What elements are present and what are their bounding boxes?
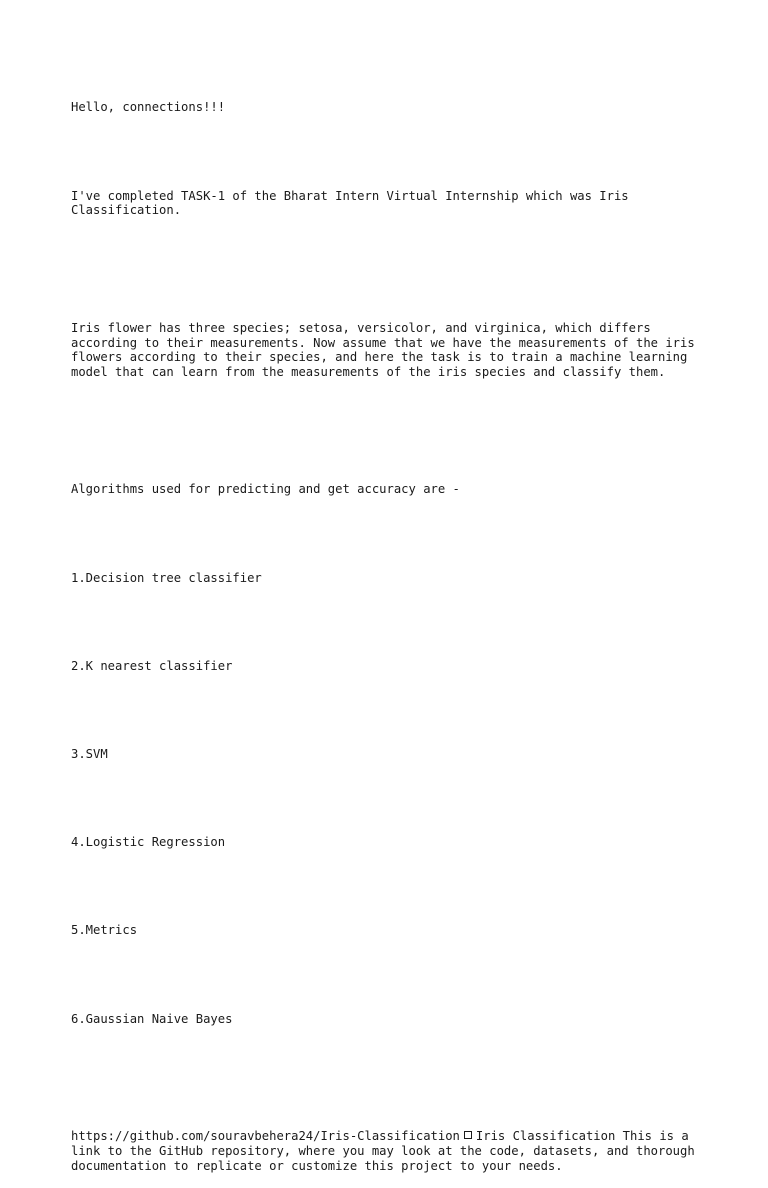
- algorithm-item: 5.Metrics: [71, 923, 138, 938]
- algorithm-item: 4.Logistic Regression: [71, 835, 226, 850]
- link-paragraph: [71, 1129, 705, 1173]
- intro-paragraph: I've completed TASK-1 of the Bharat Intern Virtual Internship which was Iris Classification.: [71, 188, 636, 218]
- spacer: [71, 615, 705, 630]
- spacer: [71, 145, 705, 160]
- spacer: [71, 968, 705, 983]
- github-link[interactable]: https://github.com/souravbehera24/Iris-Classification: [71, 1129, 460, 1144]
- algorithm-item: 6.Gaussian Naive Bayes: [71, 1011, 233, 1026]
- algorithms-heading: Algorithms used for predicting and get accuracy are -: [71, 482, 460, 497]
- spacer: [71, 247, 705, 291]
- description-paragraph: Iris flower has three species; setosa, versicolor, and virginica, which differs according to their measurements. Now assume that we have the measurements of the iris flowers according to their species, and here the task is to train a machine learning model that can learn from the measurements of the iris species and classify them.: [71, 320, 703, 379]
- algorithm-item: 1.Decision tree classifier: [71, 570, 262, 585]
- spacer: [71, 791, 705, 806]
- greeting-text: Hello, connections!!!: [71, 100, 226, 115]
- box-glyph-icon: [464, 1131, 472, 1139]
- algorithm-item: 3.SVM: [71, 747, 108, 762]
- spacer: [71, 1056, 705, 1100]
- spacer: [71, 527, 705, 542]
- spacer: [71, 879, 705, 894]
- spacer: [71, 703, 705, 718]
- algorithm-item: 2.K nearest classifier: [71, 658, 233, 673]
- document-body: [71, 71, 705, 1188]
- link-description: Iris Classification This is a link to the GitHub repository, where you may look at the code, datasets, and thorough documentation to replicate or customize this project to your needs.: [71, 1129, 703, 1173]
- spacer: [71, 409, 705, 453]
